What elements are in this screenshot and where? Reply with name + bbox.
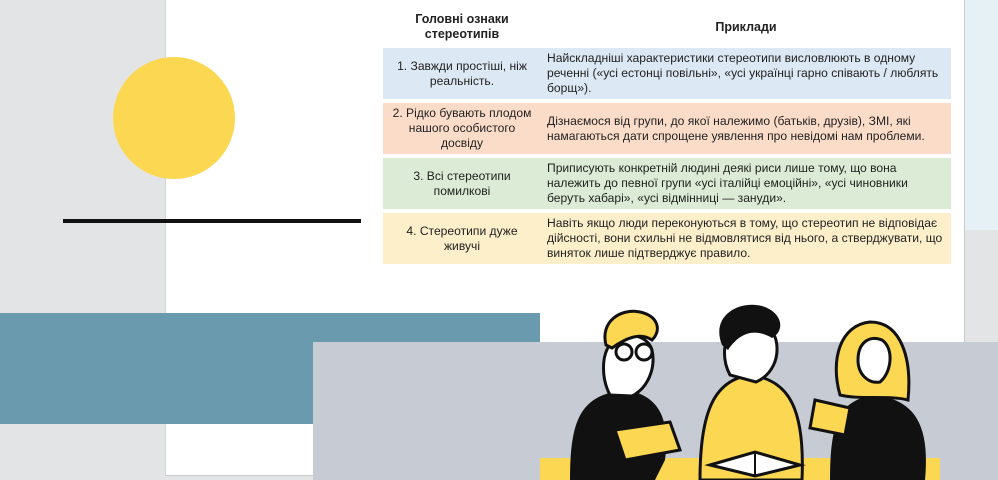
header-features: Головні ознаки стереотипів [415, 12, 509, 41]
example-cell: Дізнаємося від групи, до якої належимо (батьків, друзів), ЗМІ, які намагаються дати спрощене уявлення про невідомі нам проблеми. [541, 103, 951, 154]
table-header-row [383, 10, 951, 44]
right-person-icon [810, 322, 926, 480]
left-person-icon [570, 311, 680, 480]
table-row [383, 213, 951, 264]
yellow-circle-decor [113, 57, 235, 179]
example-cell: Найскладніші характеристики стереотипи висловлюють в одному реченні («усі естонці повільні», «усі українці гарно співають / люблять борщ»). [541, 48, 951, 99]
black-line-decor [63, 219, 361, 223]
feature-cell: 3. Всі стереотипи помилкові [383, 158, 541, 209]
stereotypes-table [383, 6, 951, 268]
right-decor-panel [963, 0, 998, 230]
feature-cell: 1. Завжди простіші, ніж реальність. [383, 48, 541, 99]
table-row [383, 48, 951, 99]
table-row [383, 103, 951, 154]
people-reading-illustration [540, 300, 960, 480]
table-row [383, 158, 951, 209]
feature-cell: 2. Рідко бувають плодом нашого особистого досвіду [383, 103, 541, 154]
example-cell: Приписують конкретній людині деякі риси лише тому, що вона належить до певної групи «усі італійці емоційні», «усі чиновники беруть хабарі», «усі відмінниці — зануди». [541, 158, 951, 209]
middle-person-icon [700, 305, 802, 480]
header-examples: Приклади [715, 19, 777, 34]
example-cell: Навіть якщо люди переконуються в тому, що стереотип не відповідає дійсності, вони схильні не відмовлятися від нього, а стверджувати, що виняток лише підтверджує правило. [541, 213, 951, 264]
feature-cell: 4. Стереотипи дуже живучі [383, 213, 541, 264]
